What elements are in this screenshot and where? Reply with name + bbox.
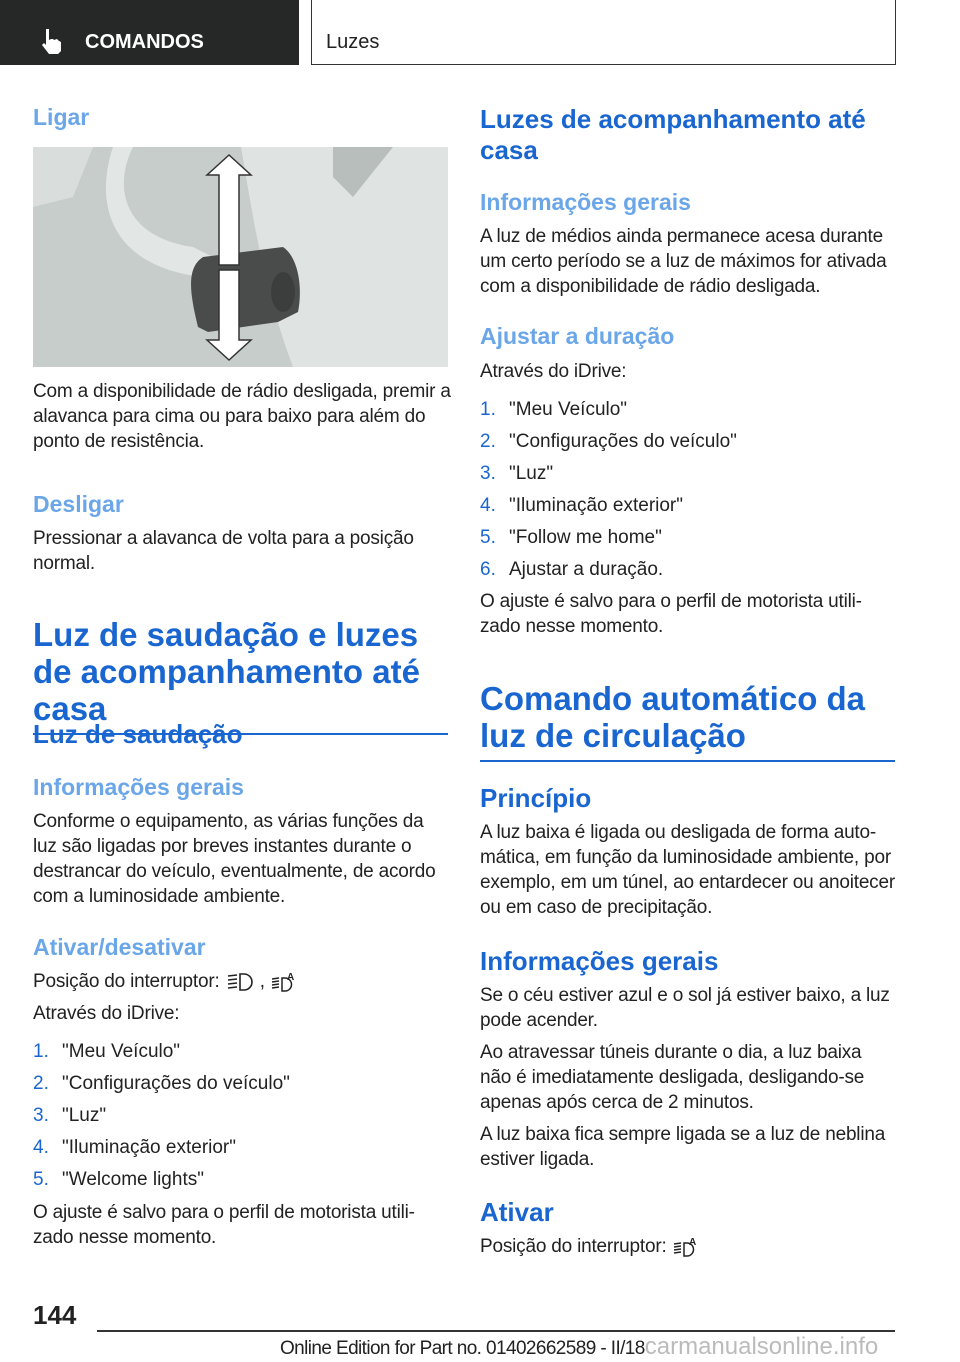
switch-position-line: Posição do interruptor: , A — [33, 969, 453, 994]
heading-ativar: Ativar — [480, 1197, 554, 1227]
lever-illustration — [33, 147, 448, 367]
footer-edition: Online Edition for Part no. 01402662589 - II/18carmanualsonline.info — [280, 1333, 879, 1360]
via-idrive-right: Através do iDrive: — [480, 361, 627, 382]
steps-list-left — [33, 1036, 290, 1196]
info-text-right: A luz de médios ainda permanece acesa durante um certo período se a luz de máximos for ativada com a disponibilidade de rádio desligada. — [480, 226, 887, 297]
auto-headlight-icon — [270, 971, 298, 993]
heading-info-gerais-left: Informações gerais — [33, 774, 244, 800]
svg-text:A: A — [286, 971, 294, 983]
section-title: COMANDOS — [85, 31, 204, 53]
chapter-title: Luzes — [326, 31, 380, 53]
list-item: 1. "Meu Veículo" — [480, 399, 628, 420]
note-right: O ajuste é salvo para o perfil de motorista utili-zado nesse momento. — [480, 591, 862, 637]
hand-pointer-icon — [40, 27, 64, 55]
info-text-left: Conforme o equipamento, as várias funções da luz são ligadas por breves instantes durante o destrancar do veículo, eventualmente, de acordo com a luminosidade ambiente. — [33, 811, 436, 907]
heading-luz-saudacao: Luz de saudação — [33, 719, 243, 749]
heading-info-gerais-right-2: Informações gerais — [480, 946, 719, 976]
switch-position-right: Posição do interruptor: A — [480, 1234, 700, 1259]
list-item: 3. "Luz" — [33, 1105, 107, 1126]
info2-p2: Ao atravessar túneis durante o dia, a luz baixa não é imediatamente desligada, desligando-se apenas após cerca de 2 minutos. — [480, 1042, 865, 1113]
watermark: carmanualsonline.info — [644, 1333, 879, 1360]
steps-list-right — [480, 394, 737, 586]
info2-p1: Se o céu estiver azul e o sol já estiver baixo, a luz pode acender. — [480, 985, 890, 1031]
desligar-text: Pressionar a alavanca de volta para a posição normal. — [33, 528, 414, 574]
heading-ativar-desativar: Ativar/desativar — [33, 934, 206, 960]
heading-comando-automatico: Comando automático da luz de circulação — [480, 680, 895, 762]
list-item: 2. "Configurações do veículo" — [33, 1073, 290, 1094]
switch-label: Posição do interruptor: — [33, 971, 220, 992]
via-idrive-left: Através do iDrive: — [33, 1003, 180, 1024]
chapter-header — [311, 0, 896, 65]
note-left: O ajuste é salvo para o perfil de motorista utili-zado nesse momento. — [33, 1202, 415, 1248]
heading-desligar: Desligar — [33, 491, 124, 517]
list-item: 1. "Meu Veículo" — [33, 1041, 181, 1062]
footer-divider — [97, 1330, 895, 1332]
heading-follow-me-home: Luzes de acompanhamento até casa — [480, 104, 866, 165]
list-item: 2. "Configurações do veículo" — [480, 431, 737, 452]
heading-ligar: Ligar — [33, 104, 90, 130]
info2-p3: A luz baixa fica sempre ligada se a luz de neblina estiver ligada. — [480, 1124, 886, 1170]
list-item: 5. "Welcome lights" — [33, 1169, 204, 1190]
list-item: 3. "Luz" — [480, 463, 554, 484]
principio-text: A luz baixa é ligada ou desligada de forma auto-mática, em função da luminosidade ambiente, por exemplo, em um túnel, ao entardecer ou anoitecer ou em caso de precipitação. — [480, 822, 895, 918]
list-item: 6. Ajustar a duração. — [480, 559, 664, 580]
list-item: 5. "Follow me home" — [480, 527, 662, 548]
heading-luz-saudacao-main: Luz de saudação e luzes de acompanhamento até casa — [33, 616, 448, 735]
ligar-text: Com a disponibilidade de rádio desligada, premir a alavanca para cima ou para baixo para além do ponto de resistência. — [33, 381, 451, 452]
list-item: 4. "Iluminação exterior" — [33, 1137, 237, 1158]
svg-text:A: A — [688, 1236, 696, 1248]
low-beam-icon — [225, 972, 255, 992]
heading-ajustar-duracao: Ajustar a duração — [480, 323, 675, 349]
auto-headlight-icon — [672, 1236, 700, 1258]
list-item: 4. "Iluminação exterior" — [480, 495, 684, 516]
page-number: 144 — [33, 1300, 77, 1330]
heading-principio: Princípio — [480, 783, 592, 813]
section-header — [0, 0, 299, 65]
heading-info-gerais-right: Informações gerais — [480, 189, 691, 215]
